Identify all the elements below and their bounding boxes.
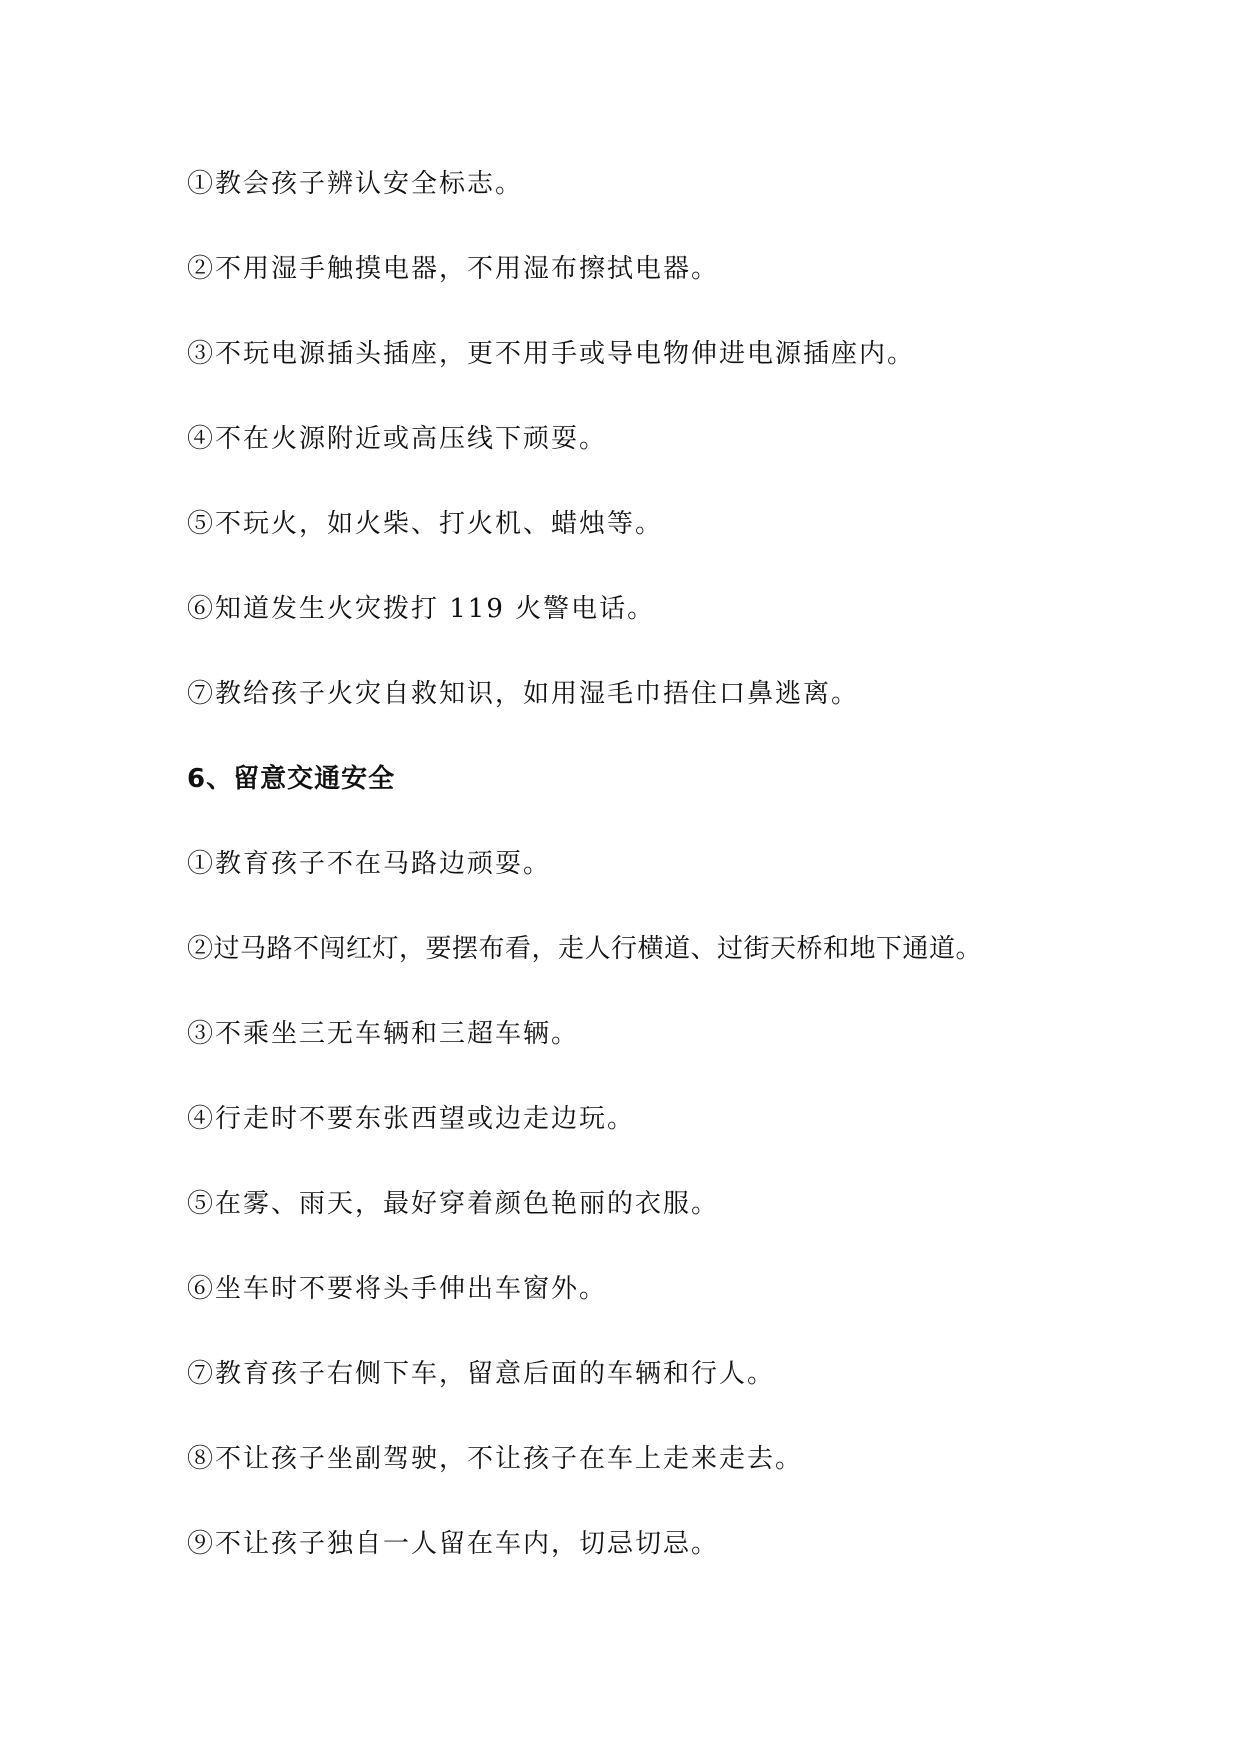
traffic-safety-item-2: ②过马路不闯红灯，要摆布看，走人行横道、过街天桥和地下通道。 <box>187 934 983 964</box>
traffic-safety-item-6: ⑥坐车时不要将头手伸出车窗外。 <box>187 1274 608 1304</box>
traffic-safety-item-1: ①教育孩子不在马路边顽耍。 <box>187 849 552 879</box>
traffic-safety-item-9: ⑨不让孩子独自一人留在车内，切忌切忌。 <box>187 1529 720 1559</box>
fire-safety-item-6: ⑥知道发生火灾拨打 119 火警电话。 <box>187 594 656 624</box>
traffic-safety-item-8: ⑧不让孩子坐副驾驶，不让孩子在车上走来走去。 <box>187 1444 804 1474</box>
traffic-safety-item-5: ⑤在雾、雨天，最好穿着颜色艳丽的衣服。 <box>187 1189 720 1219</box>
traffic-safety-heading: 6、留意交通安全 <box>187 764 396 794</box>
fire-safety-item-5: ⑤不玩火，如火柴、打火机、蜡烛等。 <box>187 509 664 539</box>
fire-safety-item-3: ③不玩电源插头插座，更不用手或导电物伸进电源插座内。 <box>187 339 916 369</box>
traffic-safety-item-7: ⑦教育孩子右侧下车，留意后面的车辆和行人。 <box>187 1359 776 1389</box>
fire-safety-item-4: ④不在火源附近或高压线下顽耍。 <box>187 424 608 454</box>
fire-safety-item-1: ①教会孩子辨认安全标志。 <box>187 169 524 199</box>
traffic-safety-item-3: ③不乘坐三无车辆和三超车辆。 <box>187 1019 580 1049</box>
traffic-safety-item-4: ④行走时不要东张西望或边走边玩。 <box>187 1104 636 1134</box>
fire-safety-item-2: ②不用湿手触摸电器，不用湿布擦拭电器。 <box>187 254 720 284</box>
fire-safety-item-7: ⑦教给孩子火灾自救知识，如用湿毛巾捂住口鼻逃离。 <box>187 679 860 709</box>
